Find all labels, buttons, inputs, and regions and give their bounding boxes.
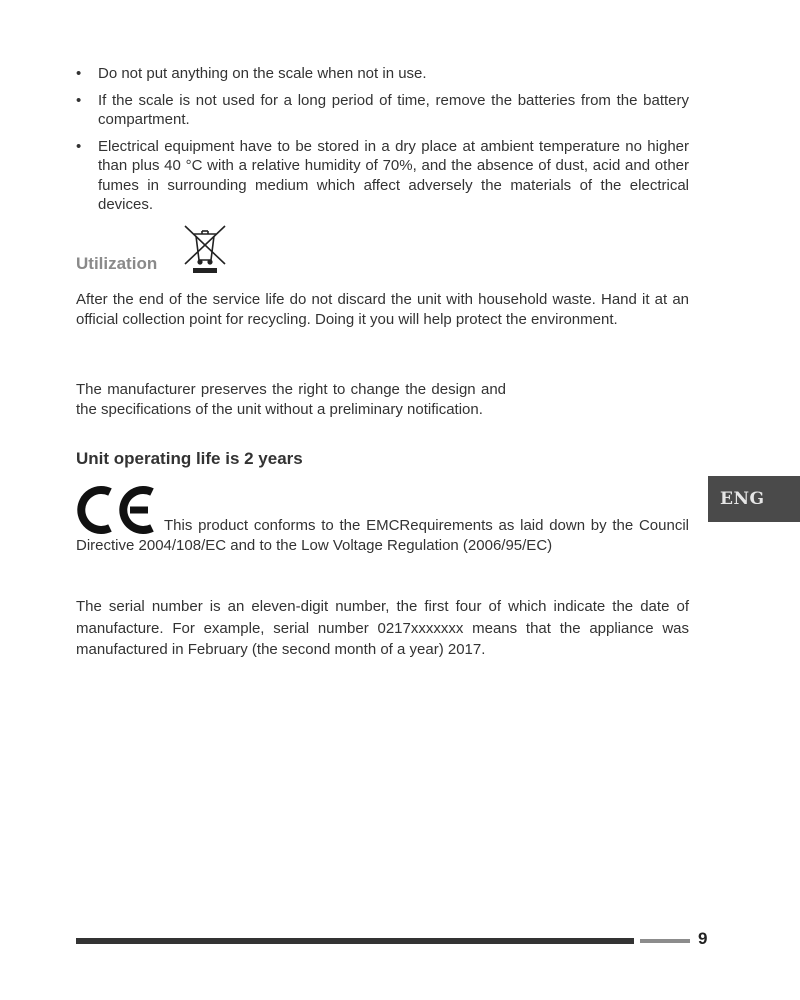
- operating-life-heading: Unit operating life is 2 years: [76, 449, 303, 468]
- bullet-marker: •: [76, 137, 82, 155]
- bullet-text: Do not put anything on the scale when not in use.: [98, 65, 427, 82]
- manufacturer-note: The manufacturer preserves the right to change the design and the specifications of the unit without a preliminary notification.: [76, 381, 506, 418]
- footer-rule-accent: [640, 939, 690, 943]
- bullet-marker: •: [76, 91, 82, 109]
- language-tab: ENG: [708, 476, 800, 522]
- bullet-item: [76, 137, 689, 215]
- crossed-out-bin-icon: [182, 224, 228, 276]
- ce-text: This product conforms to the EMCRequirements as laid down by the Council Directive 2004/108/EC and to the Low Voltage Regulation (2006/95/EC): [76, 517, 689, 554]
- care-bullet-list: [76, 64, 689, 222]
- bullet-item: [76, 91, 689, 130]
- serial-number-text: The serial number is an eleven-digit number, the first four of which indicate the date of manufacture. For example, serial number 0217xxxxxxx means that the appliance was manufactured in February (the second month of a year) 2017.: [76, 598, 689, 658]
- bullet-text: Electrical equipment have to be stored in a dry place at ambient temperature no higher than plus 40 °C with a relative humidity of 70%, and the absence of dust, acid and other fumes in surrounding medium which affect adversely the materials of the electrical devices.: [98, 137, 689, 213]
- footer-rule: [76, 938, 634, 944]
- bullet-text: If the scale is not used for a long period of time, remove the batteries from the battery compartment.: [98, 91, 689, 128]
- ce-conformity-text: [76, 516, 689, 555]
- bullet-item: [76, 64, 689, 84]
- utilization-text: After the end of the service life do not discard the unit with household waste. Hand it at an official collection point for recycling. Doing it you will help protect the environment.: [76, 291, 689, 328]
- utilization-heading: Utilization: [76, 254, 158, 273]
- bullet-marker: •: [76, 65, 82, 82]
- page-number: 9: [698, 929, 708, 948]
